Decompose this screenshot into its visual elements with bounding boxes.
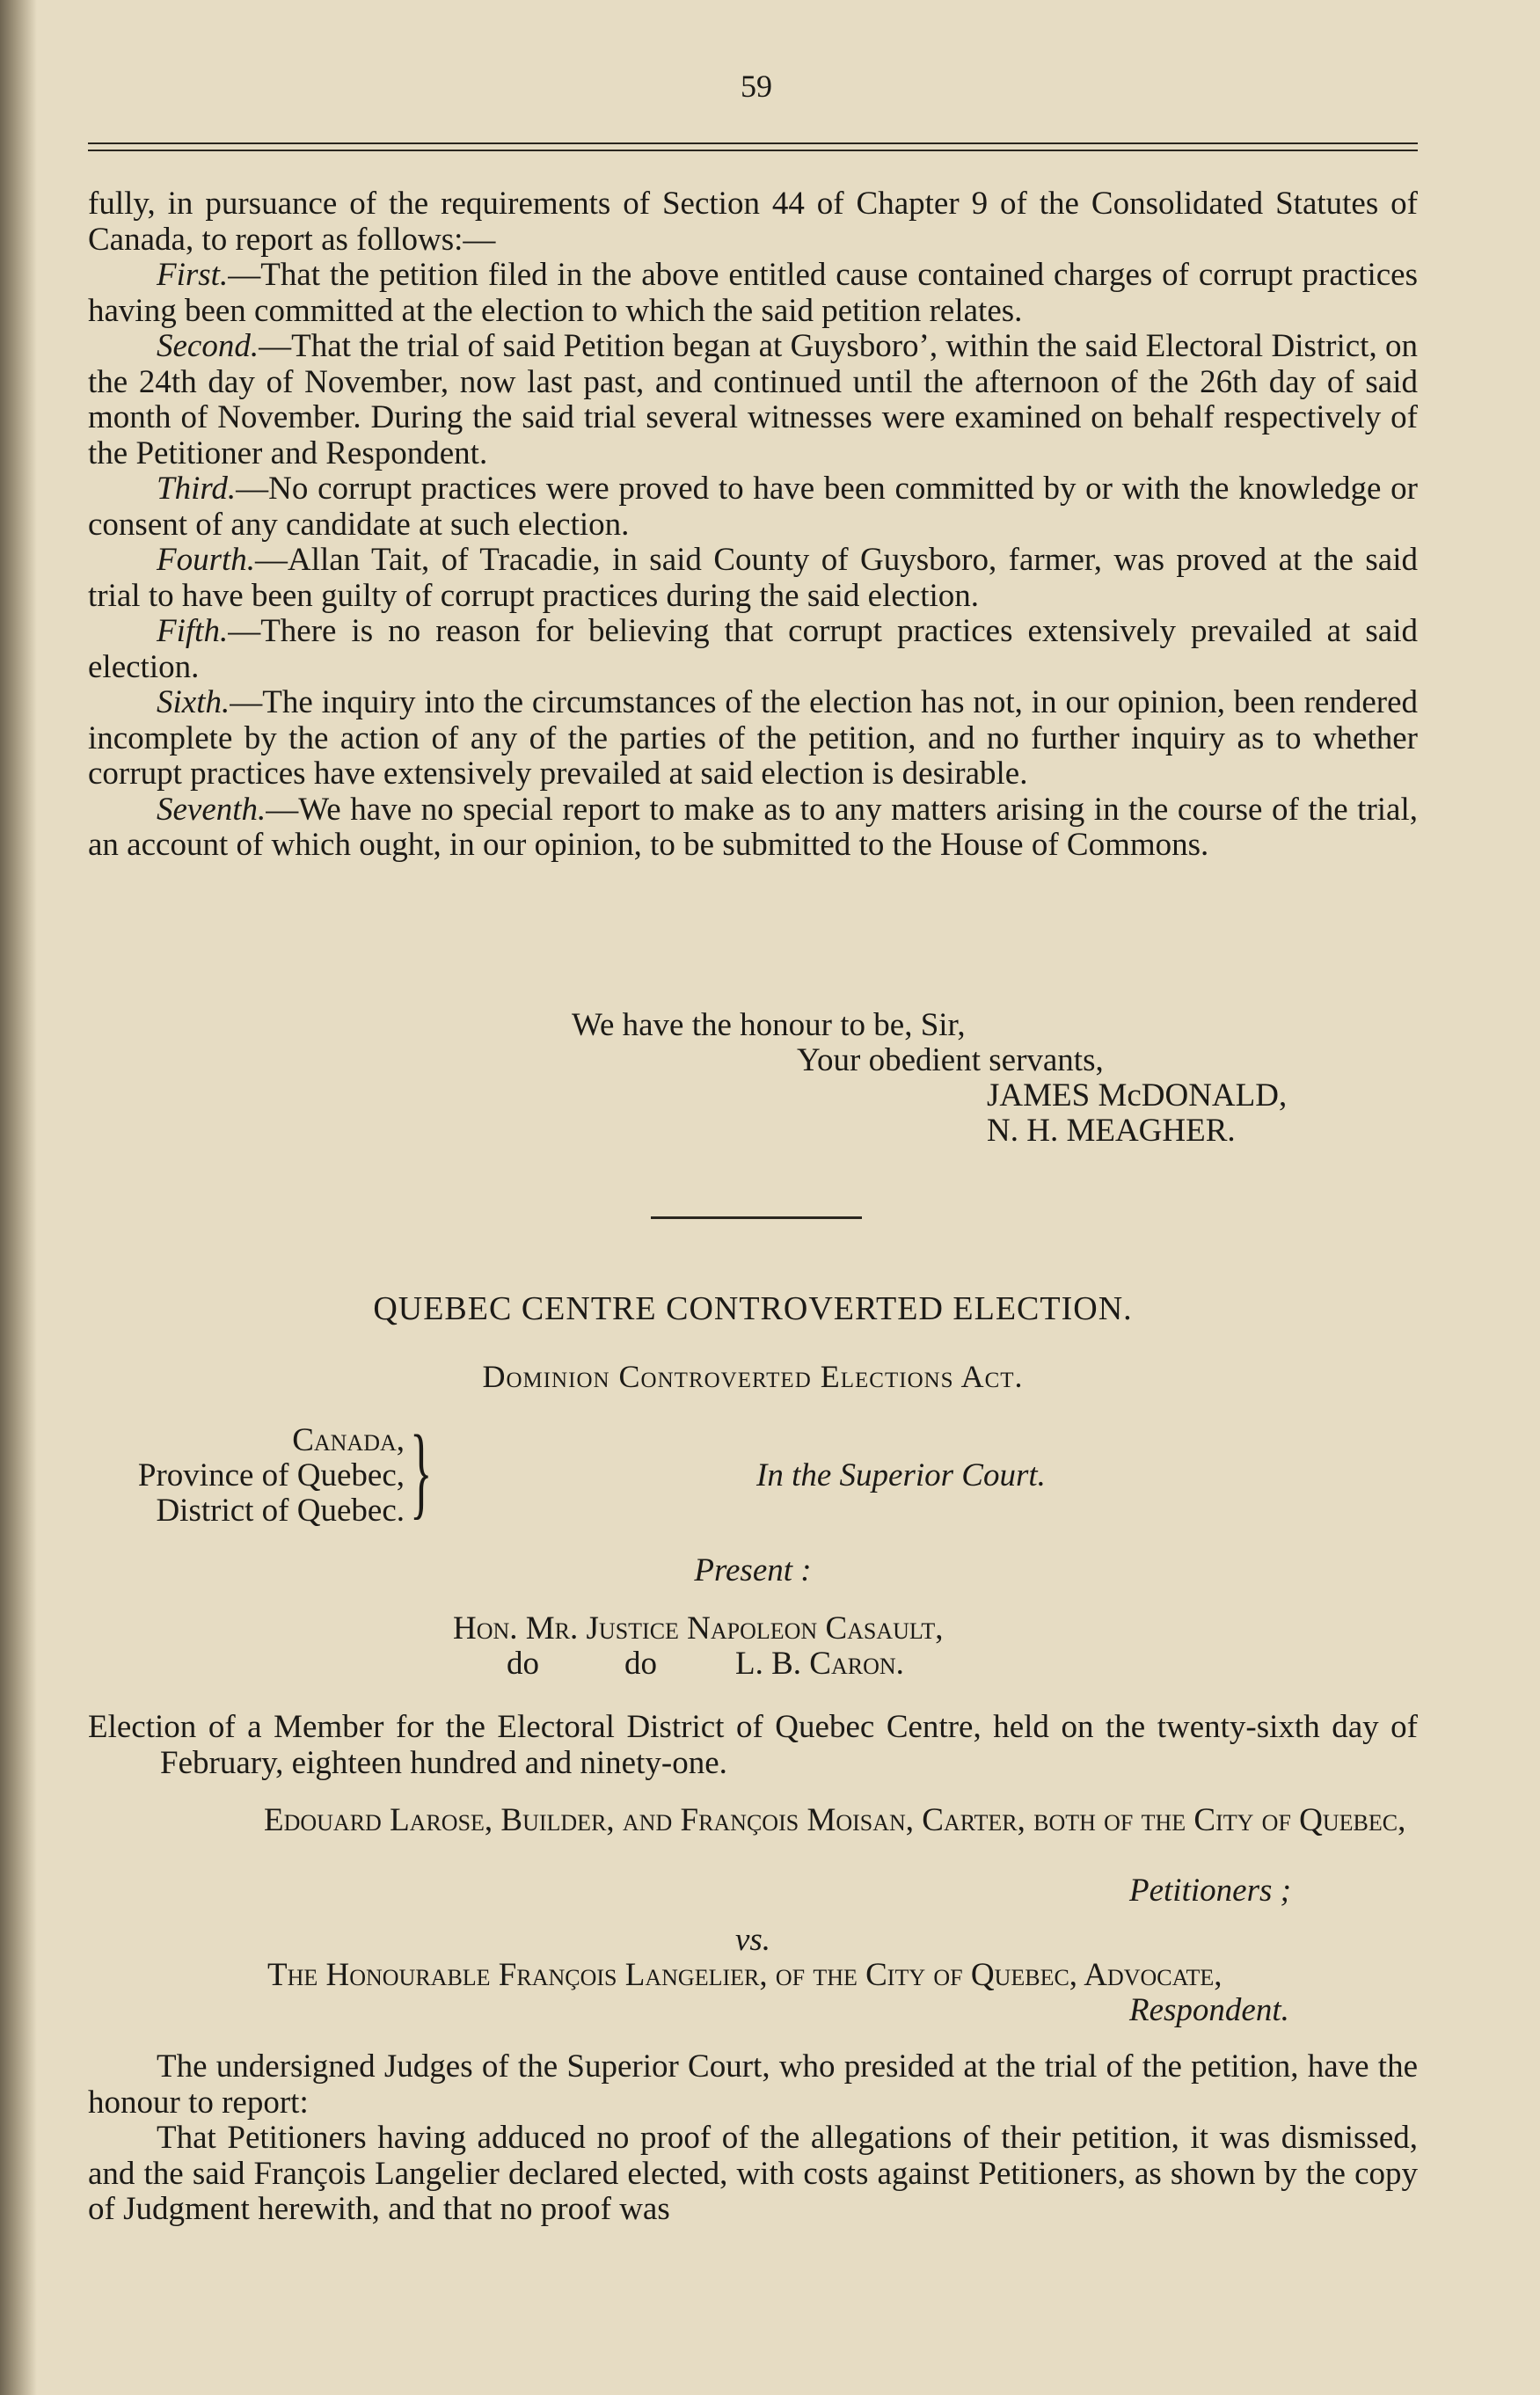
venue-line-2: Province of Quebec,: [137, 1457, 405, 1493]
report-body-text: That Petitioners having adduced no proof of the allegations of their petition, it was dismissed, and the said François Langelier declared elected, with costs against Petitioners, as shown by the copy of Judgment herewith, and that no proof was: [88, 2120, 1418, 2227]
finding-seventh: Seventh.—We have no special report to make as to any matters arising in the course of the trial, an account of which ought, in our opinion, to be submitted to the House of Commons.: [88, 791, 1418, 863]
act-title: Dominion Controverted Elections Act.: [482, 1359, 1024, 1394]
document-page: [88, 0, 1425, 2395]
present-label: Present :: [694, 1552, 812, 1588]
court-name: In the Superior Court.: [756, 1457, 1046, 1493]
closing-line-1: We have the honour to be, Sir,: [572, 1007, 966, 1043]
finding-first: First.—That the petition filed in the above entitled cause contained charges of corrupt practices having been committed at the election to which the said petition relates.: [88, 257, 1418, 329]
judges-line-2-name: L. B. Caron.: [735, 1646, 904, 1682]
header-rule-top: [88, 142, 1418, 144]
petitioners-paragraph: Edouard Larose, Builder, and François Moisan, Carter, both of the City of Quebec,: [264, 1802, 1406, 1838]
respondent-label: Respondent.: [1129, 1992, 1289, 2028]
section-separator: [651, 1216, 862, 1219]
signer-2: N. H. MEAGHER.: [987, 1113, 1236, 1149]
report-body: [88, 186, 1418, 864]
finding-sixth: Sixth.—The inquiry into the circumstances of the election has not, in our opinion, been rendered incomplete by the action of any of the parties of the petition, and no further inquiry as to whether corrupt practices have extensively prevailed at said election is desirable.: [88, 684, 1418, 792]
venue-block: [88, 1423, 405, 1529]
venue-line-3: District of Quebec.: [156, 1493, 405, 1529]
venue-brace: }: [410, 1413, 433, 1529]
petitioners-label: Petitioners ;: [1129, 1873, 1291, 1909]
header-rule-bottom: [88, 150, 1418, 151]
section-title: QUEBEC CENTRE CONTROVERTED ELECTION.: [373, 1290, 1133, 1327]
book-binding-shadow: [0, 0, 37, 2395]
finding-fourth: Fourth.—Allan Tait, of Tracadie, in said County of Guysboro, farmer, was proved at the said trial to have been guilty of corrupt practices during the said election.: [88, 542, 1418, 614]
finding-third: Third.—No corrupt practices were proved to have been committed by or with the knowledge or consent of any candidate at such election.: [88, 471, 1418, 543]
opening-paragraph: fully, in pursuance of the requirements of Section 44 of Chapter 9 of the Consolidated Statutes of Canada, to report as follows:—: [88, 186, 1418, 258]
page-number: 59: [741, 69, 772, 104]
judges-line-2-ditto: do: [624, 1646, 657, 1682]
report-section: [88, 2049, 1418, 2228]
venue-line-1: Canada,: [292, 1422, 405, 1458]
respondent-line: The Honourable François Langelier, of the City of Quebec, Advocate,: [267, 1957, 1223, 1993]
finding-second: Second.—That the trial of said Petition began at Guysboro’, within the said Electoral District, on the 24th day of November, now last past, and continued until the afternoon of the 26th day of said month of November. During the said trial several witnesses were examined on behalf respectively of the Petitioner and Respondent.: [88, 328, 1418, 471]
signer-1: JAMES McDONALD,: [987, 1077, 1288, 1114]
judges-line-1: Hon. Mr. Justice Napoleon Casault,: [453, 1610, 944, 1647]
report-intro: The undersigned Judges of the Superior Court, who presided at the trial of the petition, have the honour to report:: [88, 2048, 1418, 2121]
election-paragraph: Election of a Member for the Electoral District of Quebec Centre, held on the twenty-sixth day of February, eighteen hundred and ninety-one.: [88, 1709, 1418, 1781]
versus: vs.: [734, 1922, 771, 1958]
finding-fifth: Fifth.—There is no reason for believing that corrupt practices extensively prevailed at said election.: [88, 613, 1418, 685]
judges-line-2: do: [507, 1646, 539, 1682]
closing-line-2: Your obedient servants,: [797, 1042, 1104, 1078]
